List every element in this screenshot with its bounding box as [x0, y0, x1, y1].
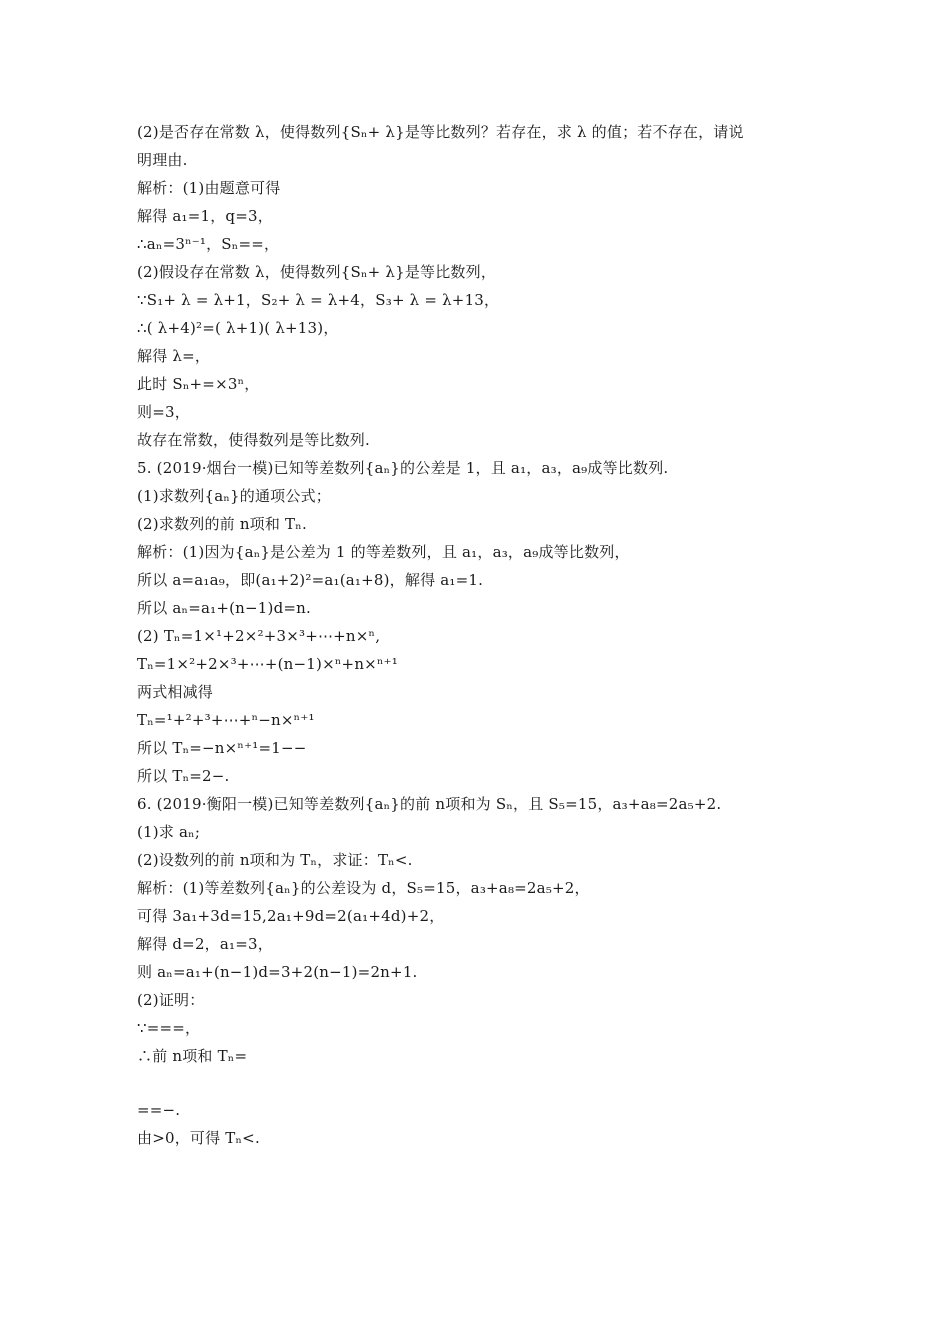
text-line: ∴aₙ=3ⁿ⁻¹，Sₙ==， [137, 235, 280, 253]
text-line: 可得 3a₁+3d=15,2a₁+9d=2(a₁+4d)+2， [137, 907, 445, 925]
text-line: 则 aₙ=a₁+(n−1)d=3+2(n−1)=2n+1. [137, 963, 418, 981]
text-line: 解析：(1)由题意可得 [137, 179, 281, 197]
text-line: (2)设数列的前 n项和为 Tₙ，求证：Tₙ<. [137, 851, 413, 869]
text-line: 解得 d=2，a₁=3， [137, 935, 273, 953]
text-line: ∵===， [137, 1019, 201, 1037]
text-line: ==−. [137, 1101, 181, 1119]
text-line: Tₙ=¹+²+³+⋯+ⁿ−n×ⁿ⁺¹ [137, 711, 315, 729]
text-line: 故存在常数，使得数列是等比数列. [137, 431, 370, 449]
text-line: (2) Tₙ=1×¹+2×²+3×³+⋯+n×ⁿ, [137, 627, 381, 645]
text-line: 两式相减得 [137, 683, 214, 701]
text-line: 解得 a₁=1，q=3， [137, 207, 273, 225]
text-line: (2)证明： [137, 991, 205, 1009]
text-line: (2)是否存在常数 λ，使得数列{Sₙ+ λ}是等比数列？若存在，求 λ 的值；若不存在，请说 [137, 123, 744, 141]
text-line: ∴前 n项和 Tₙ= [137, 1047, 248, 1065]
text-line: 所以 Tₙ=2−. [137, 767, 230, 785]
text-line: ∵S₁+ λ = λ+1，S₂+ λ = λ+4，S₃+ λ = λ+13， [137, 291, 500, 309]
text-line: 解析：(1)等差数列{aₙ}的公差设为 d，S₅=15，a₃+a₈=2a₅+2， [137, 879, 590, 897]
problem-5-heading: 5. (2019·烟台一模)已知等差数列{aₙ}的公差是 1，且 a₁，a₃，a₉成等比数列. [137, 459, 669, 477]
text-line: (1)求 aₙ; [137, 823, 201, 841]
text-line: 所以 a=a₁a₉，即(a₁+2)²=a₁(a₁+8)，解得 a₁=1. [137, 571, 484, 589]
text-line: (1)求数列{aₙ}的通项公式； [137, 487, 331, 505]
problem-6-heading: 6. (2019·衡阳一模)已知等差数列{aₙ}的前 n项和为 Sₙ，且 S₅=15，a₃+a₈=2a₅+2. [137, 795, 722, 813]
text-line: 此时 Sₙ+=×3ⁿ， [137, 375, 260, 393]
text-line: 所以 Tₙ=−n×ⁿ⁺¹=1−− [137, 739, 307, 757]
text-line: 由>0，可得 Tₙ<. [137, 1129, 260, 1147]
text-line: Tₙ=1×²+2×³+⋯+(n−1)×ⁿ+n×ⁿ⁺¹ [137, 655, 398, 673]
text-line: 则=3， [137, 403, 190, 421]
text-line: (2)假设存在常数 λ，使得数列{Sₙ+ λ}是等比数列， [137, 263, 497, 281]
text-line: ∴( λ+4)²=( λ+1)( λ+13)， [137, 319, 339, 337]
text-line: 解得 λ=， [137, 347, 211, 365]
text-line: 明理由. [137, 151, 188, 169]
text-line: (2)求数列的前 n项和 Tₙ. [137, 515, 307, 533]
text-line: 所以 aₙ=a₁+(n−1)d=n. [137, 599, 311, 617]
text-line: 解析：(1)因为{aₙ}是公差为 1 的等差数列，且 a₁，a₃，a₉成等比数列， [137, 543, 630, 561]
